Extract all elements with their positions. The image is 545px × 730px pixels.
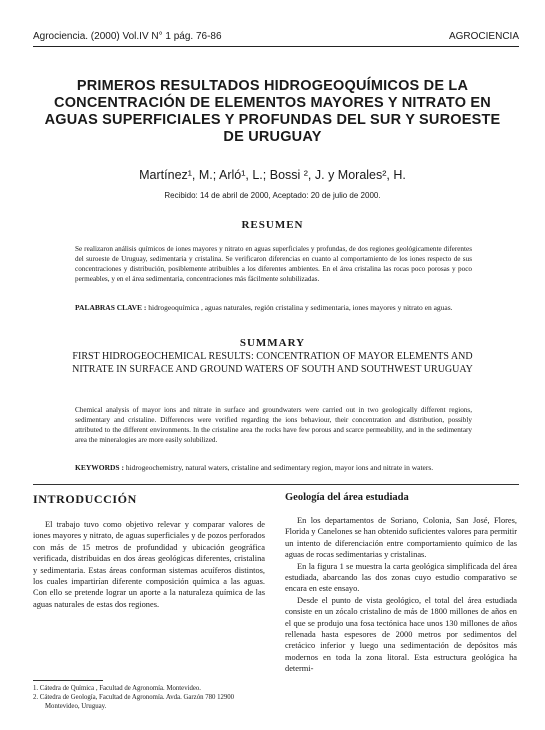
keywords xyxy=(75,463,472,473)
palabras-clave-label: PALABRAS CLAVE : xyxy=(75,303,147,312)
geologia-paragraph-3: Desde el punto de vista geológico, el total del área estudiada consiste en un zócalo cristalino de más de 1800 millones de años en el que se produjo una fosa tectónica hace unos 130 millones de años rellenada hasta espesores de 2000 metros por sedimentos del cretácico inferior y luego una sedimentación de depósitos más modernos en toda la zona litoral. Esta estructura geológica ha determi- xyxy=(285,595,517,674)
authors: Martínez¹, M.; Arló¹, L.; Bossi ², J. y Morales², H. xyxy=(139,168,406,182)
section-divider xyxy=(33,484,519,485)
geologia-heading: Geología del área estudiada xyxy=(285,492,409,503)
article-title: PRIMEROS RESULTADOS HIDROGEOQUÍMICOS DE LA CONCENTRACIÓN DE ELEMENTOS MAYORES Y NITRATO EN AGUAS SUPERFICIALES Y PROFUNDAS DEL SUR Y SUROESTE DE URUGUAY xyxy=(44,78,501,145)
keywords-text: hidrogeochemistry, natural waters, cristaline and sedimentary region, mayor ions and nitrate in waters. xyxy=(123,463,434,472)
palabras-clave xyxy=(75,303,472,313)
journal-name: AGROCIENCIA xyxy=(448,31,519,42)
summary-title: FIRST HIDROGEOCHEMICAL RESULTS: CONCENTRATION OF MAYOR ELEMENTS AND NITRATE IN SURFACE AND GROUND WATERS OF SOUTH AND SOUTHWEST URUGUAY xyxy=(72,351,473,375)
footnote-2: 2. Cátedra de Geología, Facultad de Agronomía. Avda. Garzón 780 12900 Montevideo, Uruguay. xyxy=(33,694,235,710)
introduccion-text: El trabajo tuvo como objetivo relevar y comparar valores de iones mayores y nitrato, de aguas superficiales y de pozos perforados con más de 15 metros de profundidad y ubicación geográfica verificada, distribuidas en dos áreas geológicas diferentes, cristalina y sedimentaria. Estas áreas conforman sistemas acuíferos distintos, los cuales impartirían diferente composición química a las aguas. Con ello se pretende lograr un aporte a la naturaleza química de las aguas naturales de estas dos regiones. xyxy=(33,520,265,609)
footnote-separator xyxy=(33,680,103,681)
summary-heading: SUMMARY xyxy=(239,337,306,349)
left-column xyxy=(33,492,265,610)
geologia-paragraph-1: En los departamentos de Soriano, Colonia, San José, Flores, Florida y Canelones se han obtenido suficientes valores para permitir un intento de diferenciación entre comportamiento químico de las aguas de rocas sedimentarias y cristalinas. xyxy=(285,516,517,560)
header-rule xyxy=(33,46,519,47)
journal-reference: Agrociencia. (2000) Vol.IV N° 1 pág. 76-86 xyxy=(33,31,222,42)
footnotes xyxy=(33,680,265,711)
introduccion-heading: INTRODUCCIÓN xyxy=(33,492,137,506)
received-dates: Recibido: 14 de abril de 2000, Aceptado: 20 de julio de 2000. xyxy=(164,191,381,200)
resumen-heading: RESUMEN xyxy=(241,219,304,231)
running-header xyxy=(33,31,519,47)
summary-text: Chemical analysis of mayor ions and nitrate in surface and groundwaters were carried out in two geologically different regions, sedimentary and cristaline. Differences were verified regarding the ions behaviour, their concentration and distribution, possibly attributed to the different environments. In the cristaline area the rocks have few porous and scarce permeability, and in the sedimentary area the mineralogies are more easily solubilized. xyxy=(75,406,472,444)
resumen-text: Se realizaron análisis químicos de iones mayores y nitrato en aguas superficiales y profundas, de dos regiones geológicamente diferentes del suroeste de Uruguay, sedimentaria y cristalina. Se verificaron diferencias en cuanto al comportamiento de los iones respecto de sus concentraciones y distribución, posiblemente atribuibles a los diferentes ambientes. En el área cristalina las rocas poco porosas y poco permeables, y en el área sedimentaria, concentraciones más fácilmente solubilizadas. xyxy=(75,245,472,283)
palabras-clave-text: hidrogeoquímica , aguas naturales, región cristalina y sedimentaria, iones mayores y nitrato en aguas. xyxy=(146,303,453,312)
footnote-1: 1. Cátedra de Química , Facultad de Agronomía. Montevideo. xyxy=(33,685,201,692)
keywords-label: KEYWORDS : xyxy=(75,463,124,472)
right-column xyxy=(285,492,517,675)
geologia-paragraph-2: En la figura 1 se muestra la carta geológica simplificada del área estudiada, abarcando las dos zonas cuyo estudio comparativo se encara en este ensayo. xyxy=(285,561,517,594)
